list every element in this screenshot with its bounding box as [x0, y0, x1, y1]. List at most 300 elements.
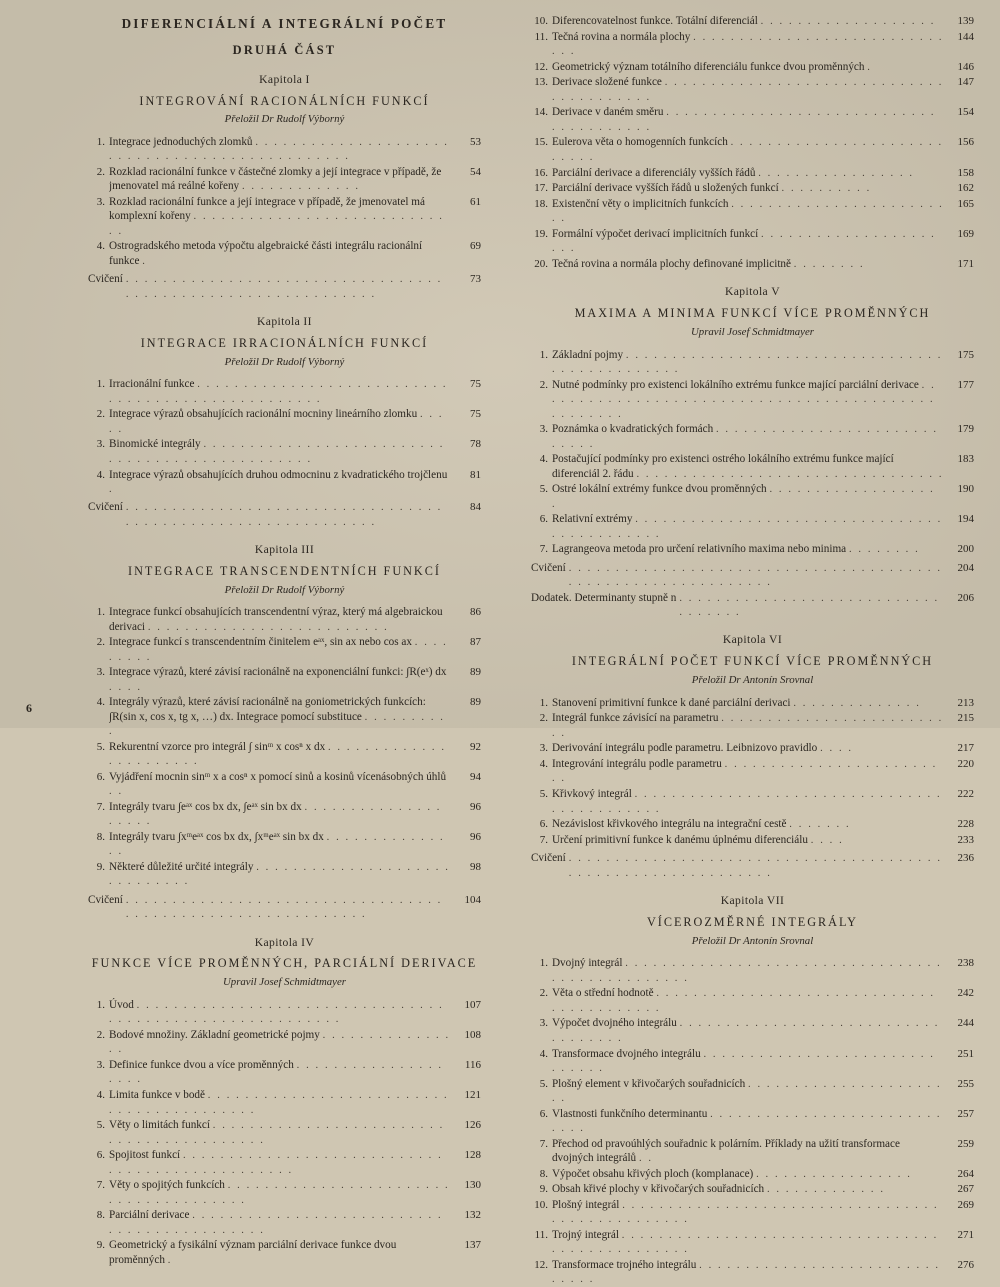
item-page: 53 — [469, 136, 481, 149]
item-number: 19. — [534, 227, 548, 240]
item-number: 11. — [534, 1228, 548, 1241]
item-text: Tečná rovina a normála plochy definované implicitně . . . . . . . . — [551, 257, 865, 270]
item-number: 13. — [534, 76, 548, 89]
list-item[interactable] — [531, 30, 974, 59]
list-item[interactable] — [531, 227, 974, 256]
item-page: 259 — [957, 1137, 974, 1150]
chapter-number: Kapitola VI — [722, 633, 783, 647]
list-item[interactable] — [88, 605, 481, 634]
chapter-number: Kapitola V — [724, 285, 780, 299]
item-number: 16. — [534, 166, 548, 179]
item-number: 10. — [534, 1198, 548, 1211]
list-item[interactable] — [88, 1238, 481, 1267]
leader-dots: . . . . . . . . . . . . . . . . . . . — [760, 16, 936, 27]
item-page: 98 — [469, 860, 481, 873]
leader-dots: . . . . . . . . . . . . . . . . . . . . . . . . . . . . — [551, 137, 944, 163]
chapter-number: Kapitola I — [259, 72, 310, 86]
item-text: Formální výpočet derivací implicitních funkcí . . . . . . . . . . . . . . . . . . . . . . — [551, 227, 936, 255]
list-item[interactable] — [531, 197, 974, 226]
item-number: 6. — [96, 1149, 105, 1162]
list-item[interactable] — [88, 695, 481, 738]
appendix-page: 206 — [957, 591, 974, 604]
exercises-row[interactable] — [531, 851, 974, 880]
item-number: 7. — [539, 543, 548, 556]
item-page: 89 — [469, 666, 481, 679]
item-text: Lagrangeova metoda pro určení relativního maxima nebo minima . . . . . . . . — [551, 543, 920, 556]
item-text: Nezávislost křivkového integrálu na integrační cestě . . . . . . . — [551, 818, 851, 831]
item-number: 5. — [539, 1077, 548, 1090]
item-number: 6. — [539, 818, 548, 831]
item-text: Integrace výrazů obsahujících racionální mocniny lineárního zlomku . . . . . — [109, 408, 444, 435]
appendix-row[interactable] — [531, 591, 974, 620]
item-page: 61 — [469, 196, 481, 209]
exercises-row[interactable] — [88, 893, 481, 922]
list-item[interactable] — [531, 452, 974, 481]
item-number: 8. — [96, 1209, 105, 1222]
leader-dots: . — [167, 1254, 173, 1266]
list-item[interactable] — [531, 542, 974, 556]
toc-list — [88, 998, 481, 1267]
item-number: 9. — [96, 1239, 105, 1252]
list-item[interactable] — [88, 1118, 481, 1147]
item-number: 2. — [96, 636, 105, 649]
item-text: Plošný element v křivočarých souřadnicích . . . . . . . . . . . . . . . . . . . . . . . — [551, 1077, 942, 1105]
item-number: 10. — [534, 15, 548, 27]
leader-dots: . . . . . . . . . . . . . . . . . . . . . . . . . . . . . . . . . . . . . . . . — [551, 107, 936, 133]
leader-dots: . . . . . . . . . . . . . . . . . . . . . . . . . . . . . . . . . — [636, 468, 944, 480]
item-text: Vlastnosti funkčního determinantu . . . . . . . . . . . . . . . . . . . . . . . . . . . . . — [551, 1107, 942, 1135]
item-text: Existenční věty o implicitních funkcích . . . . . . . . . . . . . . . . . . . . . . . . . — [551, 197, 944, 225]
list-item[interactable] — [531, 741, 974, 755]
leader-dots: . . . . . . . . . . . . . . . . . . . . . . . . . . . . . — [109, 211, 444, 237]
item-text: Integrace funkcí obsahujících transcendentní výraz, který má algebraickou derivaci . . . . . . . . . . . . . . . . . . . . . . . . . . — [109, 606, 443, 633]
item-page: 190 — [957, 483, 974, 496]
item-page: 220 — [957, 758, 974, 771]
list-item[interactable] — [531, 166, 974, 180]
list-item[interactable] — [531, 1258, 974, 1287]
leader-dots: . . . . . . . . . . . . . . . . . . . — [551, 484, 935, 510]
item-page: 171 — [957, 257, 974, 270]
item-text: Irracionální funkce . . . . . . . . . . . . . . . . . . . . . . . . . . . . . . . . . . . . . . . . . . . . . . . . . . — [109, 378, 448, 405]
toc-list — [531, 956, 974, 1287]
item-page: 96 — [469, 830, 481, 843]
item-page: 81 — [469, 468, 481, 481]
item-page: 177 — [957, 378, 974, 391]
item-text: Obsah křivé plochy v křivočarých souřadnicích . . . . . . . . . . . . . — [551, 1183, 886, 1196]
chapter-translator: Přeložil Dr Rudolf Výborný — [224, 113, 345, 126]
list-item[interactable] — [88, 377, 481, 406]
leader-dots: . . . . . . . . . . . . . . . . . . . . . . . . . . . . . . . . . . . . . . . . . . . . . — [551, 514, 943, 540]
leader-dots: . . . . . . . . . . . . . . . . . . . . . . . . . . . . . . . . . . . . . . . . . . . . . . . . . . . . . . . . . . . . . . — [568, 853, 943, 879]
item-text: Rozklad racionální funkce v částečné zlomky a její integrace v případě, že jmenovatel má reálné kořeny . . . . . . . . . . . . . — [109, 166, 442, 193]
list-item[interactable] — [531, 181, 974, 195]
list-item[interactable] — [88, 665, 481, 694]
item-page: 162 — [957, 182, 974, 195]
leader-dots: . . . . . . . . . . . . . . — [793, 697, 921, 709]
item-number: 1. — [539, 696, 548, 709]
leader-dots: . . . . . . . . . . . . . . . . . . . . . . . . . . . . . . . . . . . . . . . . . . . . . . . . — [109, 1150, 443, 1176]
item-page: 200 — [957, 543, 974, 556]
chapter-number: Kapitola VII — [720, 894, 785, 908]
item-text: Křivkový integrál . . . . . . . . . . . . . . . . . . . . . . . . . . . . . . . . . . . . . . . . . . . . . — [551, 788, 942, 815]
leader-dots: . . . . . . . . . . . . . . . . . . . . . . . . . . . . . . . . . . . . . . . . . . . . . . . . — [551, 349, 943, 375]
item-text: Nutné podmínky pro existenci lokálního extrému funkce mající parciální derivace . . . . . . . . . . . . . . . . . . . . . . . . . . . . . . . . . . . . . . . . . . . . . . . . . . . — [551, 378, 936, 420]
toc-list — [88, 377, 481, 496]
leader-dots: . . . . . . . . . . . . . . . . . . . . . . . . . . . . . . . . . . . . . . . . . . . . . . . . . . — [109, 379, 448, 405]
list-item[interactable] — [88, 135, 481, 164]
item-text: Plošný integrál . . . . . . . . . . . . . . . . . . . . . . . . . . . . . . . . . . . . . . . . . . . . . . . . . — [551, 1198, 939, 1226]
item-text: Integrály výrazů, které závisí racionálně na goniometrických funkcích: ∫R(sin x, cos x, tg x, …) dx. Integrace pomocí substituce . . . . . . . . . . — [109, 696, 445, 738]
leader-dots: . . . . . . . . . . . . . . . . . . . . . . . . . . . . . . . . . . . . . . . . . . . . — [109, 1210, 443, 1236]
leader-dots: . . . . — [810, 834, 844, 846]
leader-dots: . . . . . . . . . . . . . . . . . . . . . . . . . . . . . . . . . . . . . . . . . . — [109, 1090, 449, 1116]
list-item[interactable] — [88, 239, 481, 268]
item-page: 86 — [469, 606, 481, 619]
leader-dots: . . . . . . . . . . . . . . . . . . . . . . . . . . . . . . . . . . . . . . . . . . . . . — [551, 789, 942, 815]
leader-dots: . . . . . . . . . . . . . . . . . . . . . . . — [109, 741, 447, 768]
list-item[interactable] — [88, 195, 481, 238]
list-item[interactable] — [88, 1058, 481, 1087]
item-page: 128 — [464, 1149, 481, 1162]
item-number: 6. — [96, 770, 105, 783]
item-page: 255 — [957, 1077, 974, 1090]
leader-dots: . . . . . . . . . . . . . . . . . . . . . . . . . . . . . . . . . . . . . . . . . . — [551, 988, 936, 1014]
item-number: 8. — [539, 1167, 548, 1180]
item-page: 233 — [957, 833, 974, 846]
item-text: Integrování integrálu podle parametru . . . . . . . . . . . . . . . . . . . . . . . . . — [551, 758, 938, 785]
chapter-number: Kapitola II — [257, 315, 312, 329]
item-number: 3. — [96, 438, 105, 451]
list-item[interactable] — [88, 800, 481, 829]
list-item[interactable] — [88, 770, 481, 799]
item-number: 5. — [96, 740, 105, 753]
exercises-row[interactable] — [531, 561, 974, 590]
chapter-number: Kapitola III — [254, 543, 315, 557]
list-item[interactable] — [531, 817, 974, 831]
leader-dots: . . . . . . . . . . . . . . . . . . . . . . . . . . . . . . . . . . . . . . . . . . . . . . . . . — [551, 958, 942, 984]
list-item[interactable] — [531, 1107, 974, 1136]
chapter-title: VÍCEROZMĚRNÉ INTEGRÁLY — [646, 914, 858, 929]
item-page: 75 — [469, 408, 481, 421]
chapter-title: INTEGROVÁNÍ RACIONÁLNÍCH FUNKCÍ — [139, 93, 430, 108]
item-number: 12. — [534, 1259, 548, 1272]
item-page: 96 — [469, 800, 481, 813]
item-page: 269 — [957, 1198, 974, 1211]
list-item[interactable] — [88, 1148, 481, 1177]
item-text: Integrace jednoduchých zlomků . . . . . . . . . . . . . . . . . . . . . . . . . . . . . . . . . . . . . . . . . . . . . . . — [109, 136, 450, 163]
list-item[interactable] — [531, 833, 974, 847]
list-item[interactable] — [531, 1137, 974, 1166]
leader-dots: . . . . . . . . . . . . . . . . . . . . . . . . . . . . . . . . . . . . . . . . . . . . . . . . . . . . . . . . . . . . . — [125, 274, 443, 300]
item-text: Tečná rovina a normála plochy . . . . . . . . . . . . . . . . . . . . . . . . . . . . . . — [551, 30, 944, 58]
leader-dots: . . . . . . . . . . . . . . . . . . . . . . . . . . . . . — [551, 424, 939, 450]
item-number: 4. — [96, 696, 105, 709]
exercises-page: 84 — [469, 501, 481, 514]
exercises-page: 204 — [957, 561, 974, 574]
item-page: 116 — [464, 1059, 481, 1072]
list-item[interactable] — [88, 830, 481, 859]
list-item[interactable] — [88, 1028, 481, 1057]
appendix-label: Dodatek. Determinanty stupně n — [530, 591, 677, 604]
item-page: 257 — [957, 1107, 974, 1120]
item-number: 7. — [539, 1137, 548, 1150]
item-number: 1. — [539, 348, 548, 361]
item-text: Ostré lokální extrémy funkce dvou proměnných . . . . . . . . . . . . . . . . . . . — [551, 483, 935, 510]
exercises-page: 236 — [957, 852, 974, 865]
item-page: 242 — [957, 987, 974, 1000]
list-item[interactable] — [531, 757, 974, 786]
item-text: Derivace složené funkce . . . . . . . . . . . . . . . . . . . . . . . . . . . . . . . . . . . . . . . . . — [551, 76, 944, 103]
leader-dots: . . . . . . . . . . . . . . . . . — [756, 1168, 912, 1180]
chapter-translator: Přeložil Dr Rudolf Výborný — [224, 583, 345, 596]
list-item[interactable] — [531, 787, 974, 816]
item-number: 1. — [96, 378, 105, 391]
item-text: Rekurentní vzorce pro integrál ∫ sinᵐ x cosⁿ x dx . . . . . . . . . . . . . . . . . . . . . . . — [109, 740, 447, 768]
exercises-page: 104 — [464, 893, 481, 906]
item-page: 213 — [957, 696, 974, 709]
item-text: Limita funkce v bodě . . . . . . . . . . . . . . . . . . . . . . . . . . . . . . . . . . . . . . . . . . — [109, 1089, 449, 1116]
leader-dots: . . . . . . . . . . . . . . . . . . . . . . . . . . . . . . . . . . . . . . . . . . . . . . . . . — [551, 1199, 939, 1226]
chapter-number: Kapitola IV — [254, 935, 315, 949]
item-page: 264 — [957, 1167, 974, 1180]
item-page: 87 — [469, 636, 481, 649]
list-item[interactable] — [88, 1208, 481, 1237]
item-page: 144 — [957, 30, 974, 43]
list-item[interactable] — [531, 1077, 974, 1106]
toc-list — [531, 696, 974, 848]
item-page: 156 — [957, 136, 974, 149]
exercises-label: Cvičení — [88, 273, 123, 286]
item-page: 267 — [957, 1183, 974, 1196]
leader-dots: . . . . . . . . . . . . . . . . . . . . . . . . . . . . . . . . . . . . . . . . . . . . . . . . . . . . . . . . . . . . — [125, 894, 443, 921]
leader-dots: . . . . . . . . . . . . . . . . . . . . . . . . . . . . . . . . . . . . — [551, 1018, 940, 1044]
item-page: 54 — [469, 166, 481, 179]
list-item[interactable] — [88, 635, 481, 664]
item-page: 194 — [957, 513, 974, 526]
leader-dots: . . . . . . . . . . . . . . . . . . . . . . . . . . — [147, 621, 389, 633]
list-item[interactable] — [531, 105, 974, 134]
list-item[interactable] — [531, 60, 974, 74]
item-text: Parciální derivace . . . . . . . . . . . . . . . . . . . . . . . . . . . . . . . . . . . . . . . . . . . . — [109, 1209, 443, 1236]
leader-dots: . . . . . . . . . . . . . . . . . . . . . . . . . . . . . . . . . . . . . . . . . — [551, 77, 944, 103]
item-page: 108 — [464, 1028, 481, 1041]
list-item[interactable] — [88, 998, 481, 1027]
list-item[interactable] — [531, 135, 974, 164]
item-number: 20. — [534, 257, 548, 270]
leader-dots: . . . . . . . . . . . . . . . . . . . . . . . . . . . . . . — [109, 861, 450, 888]
item-text: Určení primitivní funkce k danému úplnému diferenciálu . . . . — [551, 833, 844, 846]
page-number: 6 — [26, 700, 32, 715]
item-page: 154 — [957, 106, 974, 119]
item-text: Geometrický význam totálního diferenciálu funkce dvou proměnných . — [551, 60, 873, 73]
list-item[interactable] — [531, 1016, 974, 1045]
item-page: 139 — [957, 15, 974, 27]
list-item[interactable] — [88, 1178, 481, 1207]
leader-dots: . . . . . . . . . . . . . . . . . . . . . . . . . . . . . — [551, 1108, 942, 1135]
leader-dots: . — [109, 483, 114, 495]
item-number: 7. — [539, 833, 548, 846]
item-page: 94 — [469, 770, 481, 783]
item-number: 2. — [96, 166, 105, 179]
item-number: 3. — [539, 423, 548, 436]
chapter-title: INTEGRÁLNÍ POČET FUNKCÍ VÍCE PROMĚNNÝCH — [571, 654, 934, 669]
list-item[interactable] — [531, 956, 974, 985]
item-page: 121 — [464, 1089, 481, 1102]
item-text: Integrál funkce závisící na parametru . . . . . . . . . . . . . . . . . . . . . . . . . . — [551, 712, 944, 739]
list-item[interactable] — [531, 257, 974, 271]
item-number: 3. — [96, 666, 105, 679]
item-number: 6. — [539, 1107, 548, 1120]
chapter-translator: Přeložil Dr Rudolf Výborný — [224, 355, 345, 368]
leader-dots: . . . . . . . . . . . . . . . . . . . . . . . . . . . . . . . — [551, 1048, 935, 1074]
list-item[interactable] — [531, 1182, 974, 1196]
item-page: 132 — [464, 1209, 481, 1222]
leader-dots: . . . . . . . . . . . . . . . . . . . . . . . . . . . . . . . . . . . . . . . . . . . . . . . . . . . — [551, 379, 936, 420]
item-text: Některé důležité určité integrály . . . . . . . . . . . . . . . . . . . . . . . . . . . . . . — [109, 860, 450, 888]
exercises-label: Cvičení — [88, 893, 123, 906]
item-number: 6. — [539, 513, 548, 526]
exercises-label: Cvičení — [530, 561, 566, 574]
leader-dots: . . . . . . . . — [848, 544, 920, 556]
leader-dots: . . . . . . . . . . . . . . . . . . . . . . . . . . . . . . . . . . . . . . . . . . . . . . . . — [109, 439, 445, 465]
toc-list — [88, 605, 481, 888]
list-item[interactable] — [88, 407, 481, 436]
item-number: 4. — [96, 1089, 105, 1102]
list-item[interactable] — [531, 711, 974, 740]
leader-dots: . . . . . . . . . . — [109, 711, 445, 738]
item-text: Poznámka o kvadratických formách . . . . . . . . . . . . . . . . . . . . . . . . . . . . . — [551, 423, 939, 450]
item-number: 5. — [539, 788, 548, 801]
item-page: 238 — [957, 957, 974, 970]
left-column — [26, 14, 481, 1266]
list-item[interactable] — [531, 14, 974, 28]
item-text: Věty o spojitých funkcích . . . . . . . . . . . . . . . . . . . . . . . . . . . . . . . . . . . . . . . — [109, 1179, 450, 1206]
list-item[interactable] — [88, 860, 481, 889]
toc-list-continued — [531, 14, 974, 271]
item-number: 15. — [534, 136, 548, 149]
list-item[interactable] — [531, 378, 974, 421]
book-part: DRUHÁ ČÁST — [232, 42, 337, 57]
item-text: Úvod . . . . . . . . . . . . . . . . . . . . . . . . . . . . . . . . . . . . . . . . . . . . . . . . . . . . . . . . . . — [109, 998, 444, 1026]
leader-dots: . . . . . . . . . . . . . . . . . . . . . . . . . . . . . . . . . . . . . . . . . . . . . . . . . . . . . . . . . . . . . . — [568, 562, 943, 589]
chapter-title: MAXIMA A MINIMA FUNKCÍ VÍCE PROMĚNNÝCH — [574, 306, 931, 321]
leader-dots: . . . . . . . . . . . . . . . . — [109, 1029, 451, 1056]
item-page: 126 — [464, 1119, 481, 1132]
item-text: Spojitost funkcí . . . . . . . . . . . . . . . . . . . . . . . . . . . . . . . . . . . . . . . . . . . . . . . . — [109, 1149, 443, 1176]
list-item[interactable] — [88, 468, 481, 497]
leader-dots: . . . . . . . . . . . . . . . . . . . . . . . . . . . . . . . . . . . . . . . . . . . . . . . — [109, 137, 450, 163]
item-number: 3. — [539, 742, 548, 755]
item-page: 69 — [469, 240, 481, 253]
list-item[interactable] — [531, 696, 974, 710]
item-text: Přechod od pravoúhlých souřadnic k polárním. Příklady na užití transformace dvojných integrálů . . — [551, 1137, 900, 1165]
item-number: 3. — [96, 196, 105, 209]
item-number: 14. — [534, 106, 548, 119]
leader-dots: . . . . . . . . . . . . . . . . . . . . . . . . . . . . . . — [551, 31, 944, 58]
item-number: 5. — [96, 1119, 105, 1132]
list-item[interactable] — [531, 1047, 974, 1076]
item-number: 2. — [539, 987, 548, 1000]
item-page: 92 — [469, 740, 481, 753]
leader-dots: . . . . . . . . . . . . . — [766, 1184, 886, 1196]
leader-dots: . . . . . . . . . . . . . . . . . . . . . . . — [551, 1078, 942, 1105]
list-item[interactable] — [88, 740, 481, 769]
list-item[interactable] — [531, 986, 974, 1015]
item-text: Rozklad racionální funkce a její integrace v případě, že jmenovatel má komplexní kořeny . . . . . . . . . . . . . . . . . . . . . . . . . . . . . — [109, 196, 444, 237]
item-number: 1. — [96, 136, 105, 149]
list-item[interactable] — [88, 1088, 481, 1117]
item-text: Binomické integrály . . . . . . . . . . . . . . . . . . . . . . . . . . . . . . . . . . . . . . . . . . . . . . . . — [109, 438, 445, 465]
list-item[interactable] — [531, 482, 974, 511]
exercises-row[interactable] — [88, 500, 481, 529]
list-item[interactable] — [531, 348, 974, 377]
chapter-title: INTEGRACE IRRACIONÁLNÍCH FUNKCÍ — [140, 335, 429, 350]
chapter-title: FUNKCE VÍCE PROMĚNNÝCH, PARCIÁLNÍ DERIVACE — [91, 956, 478, 971]
item-text: Dvojný integrál . . . . . . . . . . . . . . . . . . . . . . . . . . . . . . . . . . . . . . . . . . . . . . . . . — [551, 957, 942, 984]
list-item[interactable] — [531, 422, 974, 451]
item-number: 3. — [96, 1059, 105, 1072]
leader-dots: . — [142, 255, 147, 267]
leader-dots: . . . . . . . . . . . . . . . . . . . . . . . . . . — [551, 713, 944, 739]
item-page: 169 — [957, 227, 974, 240]
item-page: 107 — [464, 998, 481, 1011]
chapter-translator: Upravil Josef Schmidtmayer — [223, 976, 346, 989]
leader-dots: . — [867, 61, 873, 73]
item-number: 4. — [539, 1047, 548, 1060]
item-number: 4. — [539, 758, 548, 771]
list-item[interactable] — [531, 1228, 974, 1257]
list-item[interactable] — [531, 1167, 974, 1181]
item-page: 215 — [957, 712, 974, 725]
chapter-translator: Přeložil Dr Antonín Srovnal — [691, 934, 814, 947]
item-page: 158 — [957, 166, 974, 179]
item-text: Ostrogradského metoda výpočtu algebraické části integrálu racionální funkce . — [109, 240, 423, 267]
list-item[interactable] — [531, 1198, 974, 1227]
leader-dots: . . . . . . . . . . . . . . . — [109, 831, 445, 858]
right-column — [521, 14, 974, 1286]
item-text: Parciální derivace a diferenciály vyšších řádů . . . . . . . . . . . . . . . . . — [551, 166, 915, 179]
item-number: 7. — [96, 1179, 105, 1192]
item-page: 222 — [957, 788, 974, 801]
item-text: Transformace dvojného integrálu . . . . . . . . . . . . . . . . . . . . . . . . . . . . . . . — [551, 1047, 935, 1074]
item-page: 183 — [957, 453, 974, 466]
leader-dots: . . . . . — [109, 409, 444, 435]
list-item[interactable] — [531, 512, 974, 541]
toc-list — [531, 348, 974, 557]
item-page: 75 — [469, 378, 481, 391]
item-text: Diferencovatelnost funkce. Totální diferenciál . . . . . . . . . . . . . . . . . . . — [551, 15, 936, 27]
item-number: 1. — [96, 998, 105, 1011]
list-item[interactable] — [531, 75, 974, 104]
leader-dots: . . . . — [109, 681, 143, 693]
exercises-row[interactable] — [88, 272, 481, 301]
item-text: Výpočet dvojného integrálu . . . . . . . . . . . . . . . . . . . . . . . . . . . . . . . . . . . . — [551, 1017, 940, 1044]
item-page: 165 — [957, 197, 974, 210]
item-number: 8. — [96, 830, 105, 843]
item-text: Výpočet obsahu křivých ploch (komplanace) . . . . . . . . . . . . . . . . . — [551, 1167, 912, 1180]
book-title: DIFERENCIÁLNÍ A INTEGRÁLNÍ POČET — [121, 16, 448, 31]
item-text: Integrace výrazů obsahujících druhou odmocninu z kvadratického trojčlenu . — [109, 468, 448, 495]
list-item[interactable] — [88, 165, 481, 194]
item-text: Věty o limitách funkcí . . . . . . . . . . . . . . . . . . . . . . . . . . . . . . . . . . . . . . . . . . — [109, 1119, 445, 1146]
list-item[interactable] — [88, 437, 481, 466]
item-text: Derivace v daném směru . . . . . . . . . . . . . . . . . . . . . . . . . . . . . . . . . . . . . . . . — [551, 106, 936, 133]
leader-dots: . . . . — [820, 743, 854, 755]
leader-dots: . . . . . . . . . . . . . — [241, 181, 361, 193]
chapter-title: INTEGRACE TRANSCENDENTNÍCH FUNKCÍ — [128, 563, 441, 578]
leader-dots: . . . . . . . . . . . . . . . . . . . . . . . . . . . . . . . . . . . . . . . . . . — [109, 1120, 445, 1146]
leader-dots: . . . . . . . . . . . . . . . . . . . . . . . . . — [551, 198, 944, 225]
